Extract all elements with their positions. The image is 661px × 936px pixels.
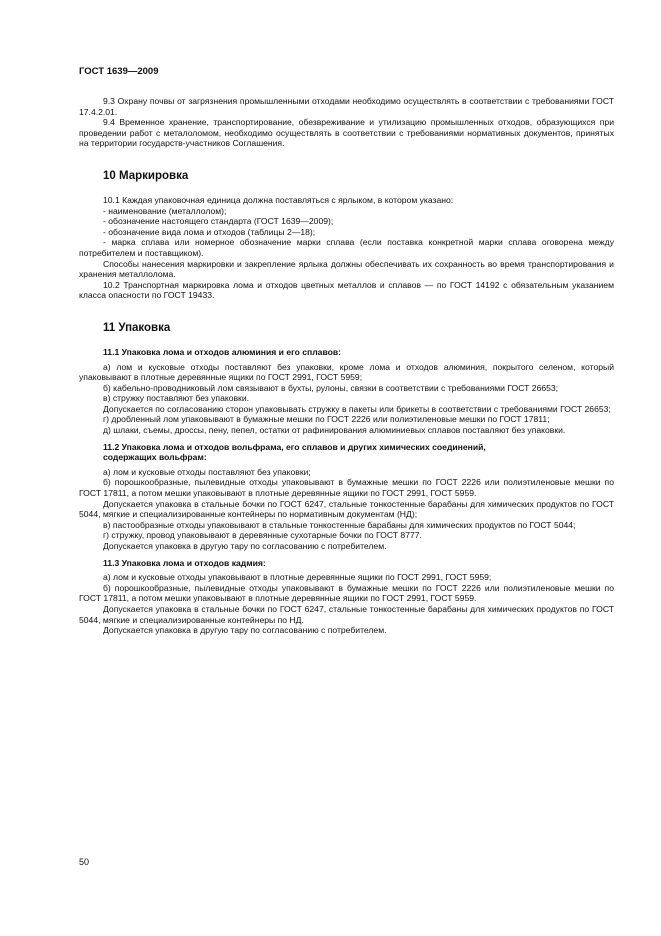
- list-item: Допускается по согласованию сторон упаковывать стружку в пакеты или брикеты в соответствии с требованиями ГОСТ 26653;: [103, 403, 611, 414]
- document-header: ГОСТ 1639—2009: [79, 66, 159, 77]
- list-item: б) кабельно-проводниковый лом связывают в бухты, рулоны, связки в соответствии с требованиями ГОСТ 26653;: [103, 382, 559, 393]
- list-item: - обозначение вида лома и отходов (таблицы 2—18);: [103, 226, 316, 237]
- paragraph-9-3: 9.3 Охрану почвы от загрязнения промышленными отходами необходимо осуществлять в соответствии с требованиями ГОСТ 17.4.2.01.: [79, 96, 614, 117]
- paragraph-10-2: 10.2 Транспортная маркировка лома и отходов цветных металлов и сплавов — по ГОСТ 14192 с обязательным указанием класса опасности по ГОСТ 19433.: [79, 279, 614, 301]
- list-item: а) лом и кусковые отходы поставляют без упаковки;: [103, 466, 311, 477]
- list-item: Допускается упаковка в другую тару по согласованию с потребителем.: [103, 541, 387, 551]
- list-item: - обозначение настоящего стандарта (ГОСТ 1639—2009);: [103, 216, 334, 227]
- list-item: д) шлаки, съемы, дроссы, пену, пепел, остатки от рафинирования алюминиевых сплавов поставляют без упаковки.: [103, 425, 566, 436]
- section-11-title: 11 Упаковка: [103, 321, 171, 334]
- subsection-11-2-heading-line2: содержащих вольфрам:: [103, 452, 207, 463]
- list-item: в) пастообразные отходы упаковывают в стальные тонкостенные барабаны для химических продуктов по ГОСТ 5044;: [103, 519, 576, 530]
- paragraph-9-4: 9.4 Временное хранение, транспортирование, обезвреживание и утилизацию промышленных отходов, образующихся при проведении работ с металоломом, необходимо осуществлять в соответствии с требованиями нормативных документов, принятых на территории государств-участников Соглашения.: [79, 117, 614, 149]
- subsection-11-1-heading: 11.1 Упаковка лома и отходов алюминия и его сплавов:: [103, 346, 342, 357]
- list-item: Допускается упаковка в стальные бочки по ГОСТ 6247, стальные тонкостенные барабаны для химических продуктов по ГОСТ 5044, мягкие и специализированные контейнеры по нормативным документам (НД);: [79, 498, 614, 520]
- subsection-11-2-heading-line1: 11.2 Упаковка лома и отходов вольфрама, его сплавов и других химических соединений,: [103, 441, 486, 452]
- page-number: 50: [79, 857, 90, 867]
- list-item: б) порошкообразные, пылевидные отходы упаковывают в бумажные мешки по ГОСТ 2226 или полиэтиленовые мешки по ГОСТ 17811, а потом мешки упаковывают в плотные деревянные ящики по ГОСТ 2991, ГОСТ 5959.: [79, 477, 614, 499]
- paragraph-10-1: 10.1 Каждая упаковочная единица должна поставляться с ярлыком, в котором указано:: [103, 194, 454, 205]
- list-item: Допускается упаковка в стальные бочки по ГОСТ 6247, стальные тонкостенные барабаны для химических продуктов по ГОСТ 5044, мягкие и специализированные контейнеры по НД.: [79, 603, 614, 625]
- list-item: г) дробленный лом упаковывают в бумажные мешки по ГОСТ 2226 или полиэтиленовые мешки по ГОСТ 17811;: [103, 414, 550, 425]
- subsection-11-2-heading: [79, 442, 614, 463]
- list-item: в) стружку поставляют без упаковки.: [103, 393, 250, 404]
- list-item: - марка сплава или номерное обозначение марки сплава (если поставка конкретной марки сплава оговорена между потребителем и поставщиком).: [79, 237, 614, 258]
- list-item: Допускается упаковка в другую тару по согласованию с потребителем.: [103, 625, 387, 636]
- list-item: а) лом и кусковые отходы поставляют без упаковки, кроме лома и отходов алюминия, покрытого селеном, который упаковывают в плотные деревянные ящики по ГОСТ 2991, ГОСТ 5959;: [79, 361, 614, 383]
- list-item: б) порошкообразные, пылевидные отходы упаковывают в бумажные мешки по ГОСТ 2226 или полиэтиленовые мешки по ГОСТ 17811, а потом мешки упаковывают в плотные деревянные ящики по ГОСТ 2991, ГОСТ 5959.: [79, 582, 614, 604]
- list-item: - наименование (металлолом);: [103, 205, 227, 216]
- document-body: [79, 96, 614, 636]
- section-10-title: 10 Маркировка: [103, 169, 189, 182]
- list-item: а) лом и кусковые отходы упаковывают в плотные деревянные ящики по ГОСТ 2991, ГОСТ 5959;: [103, 572, 492, 583]
- paragraph-marking-methods: Способы нанесения маркировки и закрепление ярлыка должны обеспечивать их сохранность во время транспортирования и хранения металлолома.: [79, 258, 614, 280]
- list-item: г) стружку, провод упаковывают в деревянные сухотарные бочки по ГОСТ 8777.: [103, 530, 422, 541]
- subsection-11-3-heading: 11.3 Упаковка лома и отходов кадмия:: [103, 557, 266, 568]
